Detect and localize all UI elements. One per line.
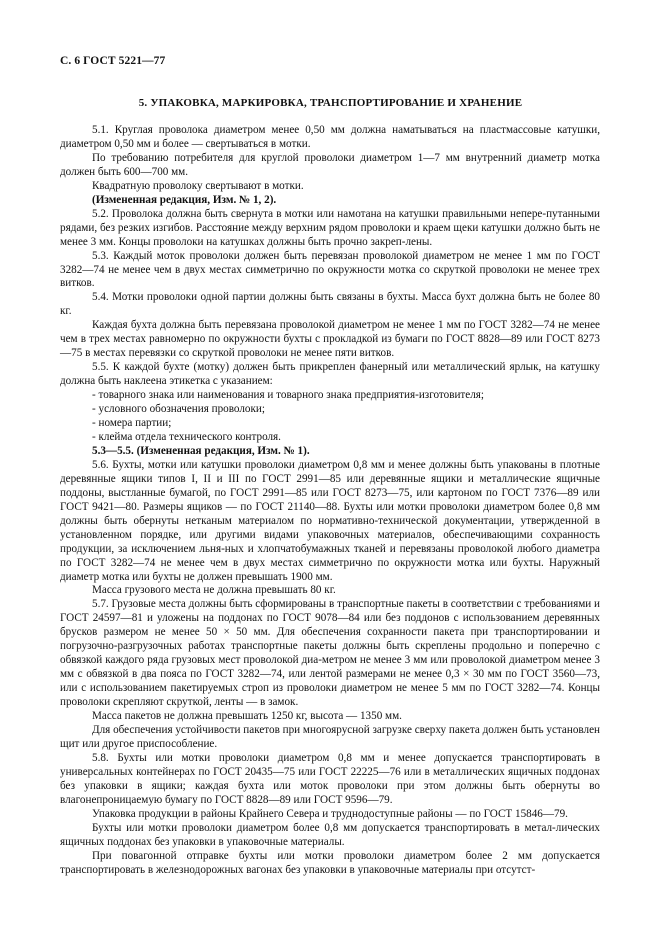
paragraph: Квадратную проволоку свертывают в мотки.	[92, 179, 304, 192]
paragraph: 5.2. Проволока должна быть свернута в мотки или намотана на катушки правильными непере-путанными рядами, без резких изгибов. Расстояние между верхним рядом проволоки и краем щеки катушки должно быть не менее 3 мм. Концы проволоки на катушках должны быть прочно закреп-лены.	[60, 207, 600, 248]
paragraph: 5.6. Бухты, мотки или катушки проволоки диаметром 0,8 мм и менее должны быть упакованы в плотные деревянные ящики типов I, II и III по ГОСТ 2991—85 или деревянные ящики и металлические ящичные поддоны, выстланные бумагой, по ГОСТ 2991—85 или ГОСТ 8273—75, или картоном по ГОСТ 7376—89 или ГОСТ 9421—80. Размеры ящиков — по ГОСТ 21140—88. Бухты или мотки проволоки диаметром более 0,8 мм должны быть обернуты нетканым материалом по нормативно-технической документации, утвержденной в установленном порядке, или другими видами упаковочных материалов, обеспечивающими сохранность продукции, за исключением льня-ных и хлопчатобумажных тканей и перевязаны проволокой любого диаметра по ГОСТ 3282—74 не менее чем в двух местах симметрично по окружности мотка или бухты. Наружный диаметр мотка или бухты не должен превышать 1900 мм.	[60, 458, 600, 583]
page-header: С. 6 ГОСТ 5221—77	[60, 55, 166, 67]
list-item: - номера партии;	[92, 417, 172, 430]
paragraph: Масса грузового места не должна превышать 80 кг.	[92, 584, 336, 597]
paragraph: По требованию потребителя для круглой проволоки диаметром 1—7 мм внутренний диаметр мотка должен быть 600—700 мм.	[60, 151, 600, 178]
paragraph: 5.3. Каждый моток проволоки должен быть перевязан проволокой диаметром не менее 1 мм по ГОСТ 3282—74 не менее чем в двух местах симметрично по окружности мотка со скруткой проволоки не менее трех витков.	[60, 249, 600, 290]
paragraph: 5.1. Круглая проволока диаметром менее 0,50 мм должна наматываться на пластмассовые катушки, диаметром 0,50 мм и более — свертываться в мотки.	[60, 124, 600, 150]
paragraph: 5.8. Бухты или мотки проволоки диаметром 0,8 мм и менее допускается транспортировать в универсальных контейнерах по ГОСТ 20435—75 или ГОСТ 22225—76 или в металлических ящичных поддонах без упаковки в ящики; каждая бухта или моток проволоки при этом должны быть обернуты во влагонепроницаемую бумагу по ГОСТ 8828—89 или ГОСТ 9596—79.	[60, 751, 600, 806]
paragraph: Бухты или мотки проволоки диаметром более 0,8 мм допускается транспортировать в метал-лических ящичных поддонах без упаковки в упаковочные материалы.	[60, 821, 600, 848]
paragraph: Каждая бухта должна быть перевязана проволокой диаметром не менее 1 мм по ГОСТ 3282—74 не менее чем в трех местах равномерно по окружности бухты с прокладкой из бумаги по ГОСТ 8828—89 или ГОСТ 8273—75 в местах перевязки со скруткой проволоки не менее пяти витков.	[60, 319, 600, 360]
amendment-note: (Измененная редакция, Изм. № 1, 2).	[92, 193, 277, 206]
paragraph: При повагонной отправке бухты или мотки проволоки диаметром более 2 мм допускается транспортировать в железнодорожных вагонах без упаковки в упаковочные материалы при отсутст-	[60, 849, 600, 876]
document-body	[60, 124, 600, 877]
paragraph: Масса пакетов не должна превышать 1250 кг, высота — 1350 мм.	[92, 710, 402, 723]
paragraph: 5.7. Грузовые места должны быть сформированы в транспортные пакеты в соответствии с требованиями и ГОСТ 24597—81 и уложены на поддонах по ГОСТ 9078—84 или без поддонов с использованием деревянных брусков размером не менее 50 × 50 мм. Для обеспечения сохранности пакета при транспортировании и погрузочно-разгрузочных работах транспортные пакеты должны быть скреплены продольно и поперечно с обвязкой каждого ряда грузовых мест проволокой диа-метром не менее 3 мм или проволокой диаметром менее 3 мм с обвязкой в два пояса по ГОСТ 3282—74, или лентой размерами не менее 0,3 × 30 мм по ГОСТ 3560—73, или с использованием пакетируемых строп из проволоки диаметром не менее 5 мм по ГОСТ 3282—74. Концы проволоки скрепляют скруткой, ленты — в замок.	[60, 598, 600, 709]
list-item: - клейма отдела технического контроля.	[92, 430, 281, 443]
paragraph: Для обеспечения устойчивости пакетов при многоярусной загрузке сверху пакета должен быть установлен щит или другое приспособление.	[60, 723, 600, 750]
list-item: - товарного знака или наименования и товарного знака предприятия-изготовителя;	[92, 389, 485, 402]
paragraph: 5.4. Мотки проволоки одной партии должны быть связаны в бухты. Масса бухт должна быть не более 80 кг.	[60, 291, 600, 318]
paragraph: Упаковка продукции в районы Крайнего Севера и труднодоступные районы — по ГОСТ 15846—79.	[92, 807, 568, 820]
paragraph: 5.5. К каждой бухте (мотку) должен быть прикреплен фанерный или металлический ярлык, на катушку должна быть наклеена этикетка с указанием:	[60, 361, 600, 388]
section-title: 5. УПАКОВКА, МАРКИРОВКА, ТРАНСПОРТИРОВАНИЕ И ХРАНЕНИЕ	[138, 97, 523, 109]
amendment-note: 5.3—5.5. (Измененная редакция, Изм. № 1).	[92, 444, 310, 457]
list-item: - условного обозначения проволоки;	[92, 403, 265, 416]
